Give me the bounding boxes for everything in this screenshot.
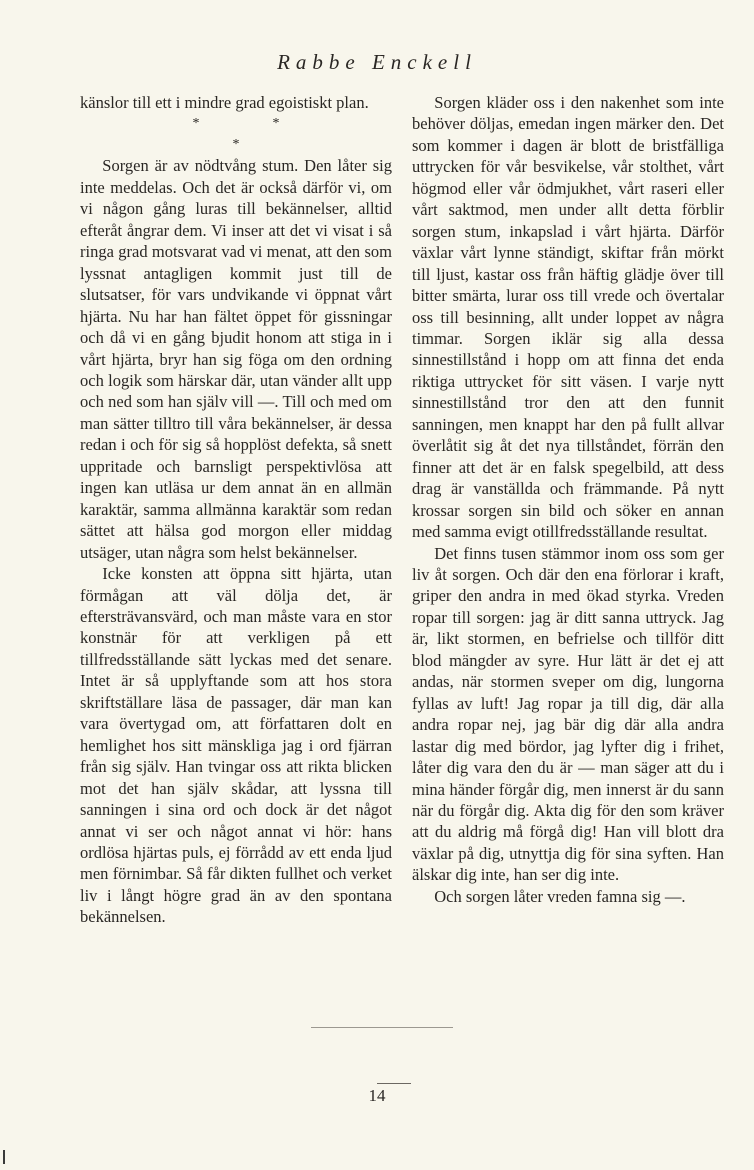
left-column [80, 92, 392, 928]
paragraph: känslor till ett i mindre grad egoistiskt plan. [80, 93, 369, 112]
end-rule [311, 1027, 453, 1028]
asterisk: * [232, 137, 240, 153]
paragraph: Icke konsten att öppna sitt hjärta, utan förmågan att väl dölja det, är eftersträvansvärd, och man måste vara en stor konstnär för att verkligen på ett tillfredsställande sätt lyckas med det senare. Intet är så upplyftande som att hos stora skriftställare läsa de passager, där man kan vara övertygad om, att författaren dolt en hemlighet hos sitt mänskliga jag i ord fjärran från sig själv. Han tvingar oss att rikta blicken mot det han själv skådar, att lyssna till sanningen i sina ord och dock är det något annat vi ser och något annat vi hör: hans ordlösa hjärtas puls, ej förrådd av ett enda ljud men förnimbar. Så får dikten fullhet och verket liv i långt högre grad än av den spontana bekännelsen. [80, 564, 392, 927]
asterisk: * [192, 116, 200, 132]
asterisk: * [272, 116, 280, 132]
paragraph: Det finns tusen stämmor inom oss som ger liv åt sorgen. Och där den ena förlorar i kraft, griper den andra in med ökad styrka. Vreden ropar till sorgen: jag är ditt sanna uttryck. Jag är, likt stormen, en befrielse och tillför ditt blod mängder av syre. Hur lätt är det ej att andas, när stormen sveper om dig, lungorna fyllas av luft! Jag ropar ja till dig, där alla andra ropar nej, jag bär dig där alla andra lastar dig med bördor, jag lyfter dig i frihet, låter dig vara den du är — man säger att du i mina händer förgår dig, men innerst är du sann när du förgår dig. Akta dig för den som kräver att du aldrig må förgå dig! Han vill blott dra växlar på dig, utnyttja dig för sina syften. Han älskar dig inte, han ser dig inte. [412, 543, 724, 885]
paragraph: Sorgen är av nödtvång stum. Den låter sig inte meddelas. Och det är också därför vi, om vi någon gång luras till bekännelser, alltid efteråt ångrar dem. Vi inser att det vi visat i så ringa grad motsvarat vad vi menat, att den som lyssnat antagligen kommit just till de slutsatser, för vars undvikande vi öppnat vårt hjärta. Nu har han fältet öppet för gissningar och då vi en gång bjudit honom att stiga in i vårt hjärta, bryr han sig föga om den ordning och logik som härskar där, utan vänder allt upp och ned som han själv vill —. Till och med om man sätter tilltro till våra bekännelser, är dessa redan i och för sig så hopplöst defekta, så snett uppritade och barnsligt perspektivlösa att ingen kan utläsa ur dem annat än en allmän karaktär, samma allmänna karaktär som redan sättet att hälsa god morgon eller middag utsäger, utan några som helst bekännelser. [80, 156, 392, 562]
margin-mark [3, 1150, 5, 1164]
page-number-rule [377, 1083, 411, 1084]
section-break [80, 113, 392, 155]
page-number: 14 [368, 1086, 386, 1105]
right-column [412, 92, 724, 907]
running-header: Rabbe Enckell [277, 50, 477, 74]
paragraph: Sorgen kläder oss i den nakenhet som inte behöver döljas, emedan ingen märker den. Det som kommer i dagen är blott de bristfälliga uttrycken för vår besvikelse, vår stolthet, vårt högmod eller vår ödmjukhet, vårt raseri eller vårt saktmod, men under allt detta förblir sorgen stum, inkapslad i vårt hjärta. Därför växlar vårt lynne ständigt, skiftar från mörkt till ljust, kastar oss från häftig glädje över till bitter smärta, lurar oss till vrede och övertalar oss till besinning, allt under loppet av några timmar. Sorgen iklär sig alla dessa sinnestillstånd i hopp om att finna det enda riktiga uttrycket för sitt väsen. I varje nytt sinnestillstånd tror den att den funnit sanningen, men knappt har den på fullt allvar överlåtit sig åt det nya tillståndet, förrän den finner att det är en falsk spegelbild, att dess drag är vanställda och främmande. På nytt krossar sorgen sin bild och söker en annan med samma evigt otillfredsställande resultat. [412, 93, 724, 542]
paragraph: Och sorgen låter vreden famna sig —. [434, 886, 686, 906]
